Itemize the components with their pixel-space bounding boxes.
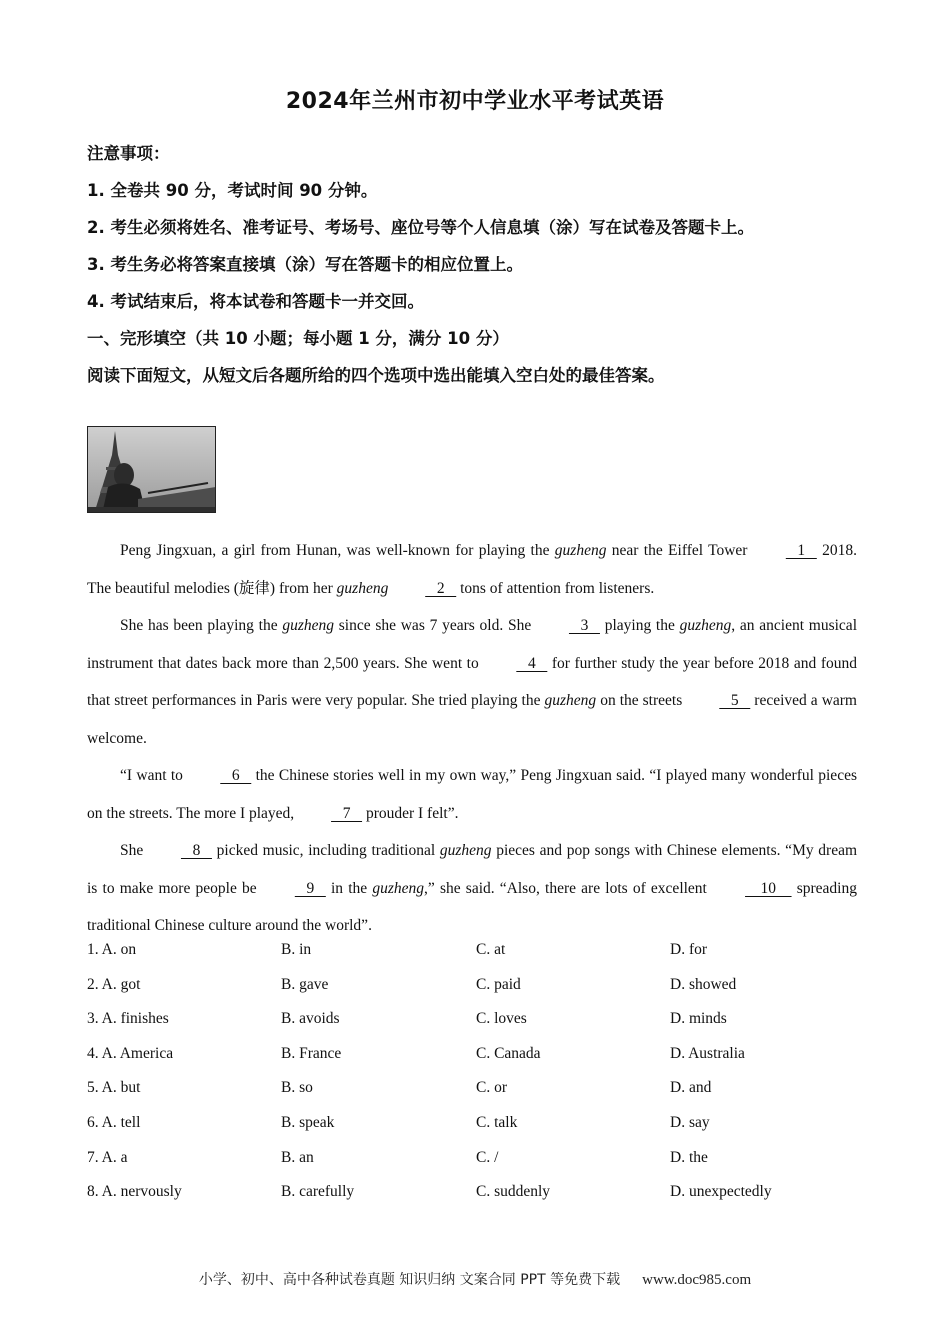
page-footer — [0, 1269, 950, 1289]
option-d: D. unexpectedly — [670, 1183, 772, 1201]
option-b: B. France — [281, 1044, 342, 1062]
passage-paragraph: “I want to 6 the Chinese stories well in my own way,” Peng Jingxuan said. “I played many wonderful pieces on the streets. The more I played, 7 prouder I felt”. — [87, 757, 857, 832]
passage-paragraph: Peng Jingxuan, a girl from Hunan, was well-known for playing the guzheng near the Eiffel Tower 1 2018. The beautiful melodies (旋律) from her guzheng 2 tons of attention from listeners. — [87, 532, 857, 607]
option-a: 2. A. got — [87, 975, 141, 993]
note-item: 4. 考试结束后，将本试卷和答题卡一并交回。 — [87, 292, 424, 311]
blank-3: 3 — [568, 617, 600, 634]
blank-9: 9 — [294, 879, 326, 897]
option-d: D. Australia — [670, 1044, 745, 1062]
option-b: B. avoids — [281, 1010, 340, 1028]
option-c: C. suddenly — [476, 1183, 551, 1201]
eiffel-tower-photo — [87, 426, 216, 513]
option-c: C. / — [476, 1148, 499, 1166]
option-d: D. the — [670, 1148, 708, 1166]
blank-4: 4 — [516, 654, 548, 672]
option-b: B. in — [281, 941, 312, 958]
blank-7: 7 — [331, 804, 363, 822]
option-d: D. showed — [670, 975, 737, 993]
blank-1: 1 — [785, 542, 817, 559]
cloze-passage — [87, 532, 857, 945]
question-options-8 — [87, 1176, 867, 1211]
option-d: D. and — [670, 1079, 712, 1097]
photo-image — [88, 427, 216, 513]
option-a: 3. A. finishes — [87, 1010, 169, 1028]
note-item: 1. 全卷共 90 分，考试时间 90 分钟。 — [87, 181, 378, 200]
footer-text: 小学、初中、高中各种试卷真题 知识归纳 文案合同 PPT 等免费下载 — [198, 1272, 621, 1288]
note-item: 2. 考生必须将姓名、准考证号、考场号、座位号等个人信息填（涂）写在试卷及答题卡上。 — [87, 218, 754, 237]
option-c: C. at — [476, 941, 506, 958]
option-c: C. talk — [476, 1113, 518, 1131]
option-a: 6. A. tell — [87, 1113, 141, 1131]
option-d: D. say — [670, 1113, 710, 1131]
option-c: C. paid — [476, 975, 521, 993]
option-a: 4. A. America — [87, 1044, 174, 1062]
option-a: 1. A. on — [87, 941, 137, 958]
question-options-3 — [87, 1003, 867, 1038]
note-item: 3. 考生务必将答案直接填（涂）写在答题卡的相应位置上。 — [87, 255, 523, 274]
answer-options — [87, 934, 867, 1211]
blank-6: 6 — [220, 767, 252, 784]
option-d: D. for — [670, 941, 708, 958]
option-a: 8. A. nervously — [87, 1183, 182, 1201]
passage-paragraph: She 8 picked music, including traditional guzheng pieces and pop songs with Chinese elements. “My dream is to make more people be 9 in the guzheng,” she said. “Also, there are lots of excellent 10 spreading traditional Chinese culture around the world”. — [87, 832, 857, 945]
option-c: C. Canada — [476, 1044, 541, 1062]
blank-2: 2 — [425, 579, 457, 597]
question-options-6 — [87, 1107, 867, 1142]
question-options-4 — [87, 1038, 867, 1073]
footer-link[interactable]: www.doc985.com — [642, 1272, 752, 1288]
blank-8: 8 — [180, 842, 212, 859]
blank-5: 5 — [719, 692, 751, 709]
option-b: B. gave — [281, 975, 329, 993]
question-options-1 — [87, 934, 867, 969]
option-b: B. speak — [281, 1113, 335, 1131]
page-title: 2024年兰州市初中学业水平考试英语 — [285, 89, 665, 114]
option-d: D. minds — [670, 1010, 727, 1028]
passage-paragraph: She has been playing the guzheng since she was 7 years old. She 3 playing the guzheng, an ancient musical instrument that dates back more than 2,500 years. She went to 4 for further study the year before 2018 and found that street performances in Paris were very popular. She tried playing the guzheng on the streets 5 received a warm welcome. — [87, 607, 857, 757]
section-heading: 一、完形填空（共 10 小题；每小题 1 分，满分 10 分） — [87, 329, 509, 348]
option-b: B. so — [281, 1079, 313, 1097]
option-c: C. loves — [476, 1010, 527, 1028]
notes-heading: 注意事项： — [87, 144, 170, 163]
question-options-5 — [87, 1072, 867, 1107]
exam-instructions — [87, 140, 887, 399]
option-a: 7. A. a — [87, 1148, 128, 1166]
option-b: B. carefully — [281, 1183, 355, 1201]
section-instruction: 阅读下面短文，从短文后各题所给的四个选项中选出能填入空白处的最佳答案。 — [87, 366, 665, 385]
option-b: B. an — [281, 1148, 314, 1166]
option-c: C. or — [476, 1079, 507, 1097]
question-options-7 — [87, 1142, 867, 1177]
option-a: 5. A. but — [87, 1079, 141, 1097]
question-options-2 — [87, 969, 867, 1004]
blank-10: 10 — [745, 879, 792, 897]
